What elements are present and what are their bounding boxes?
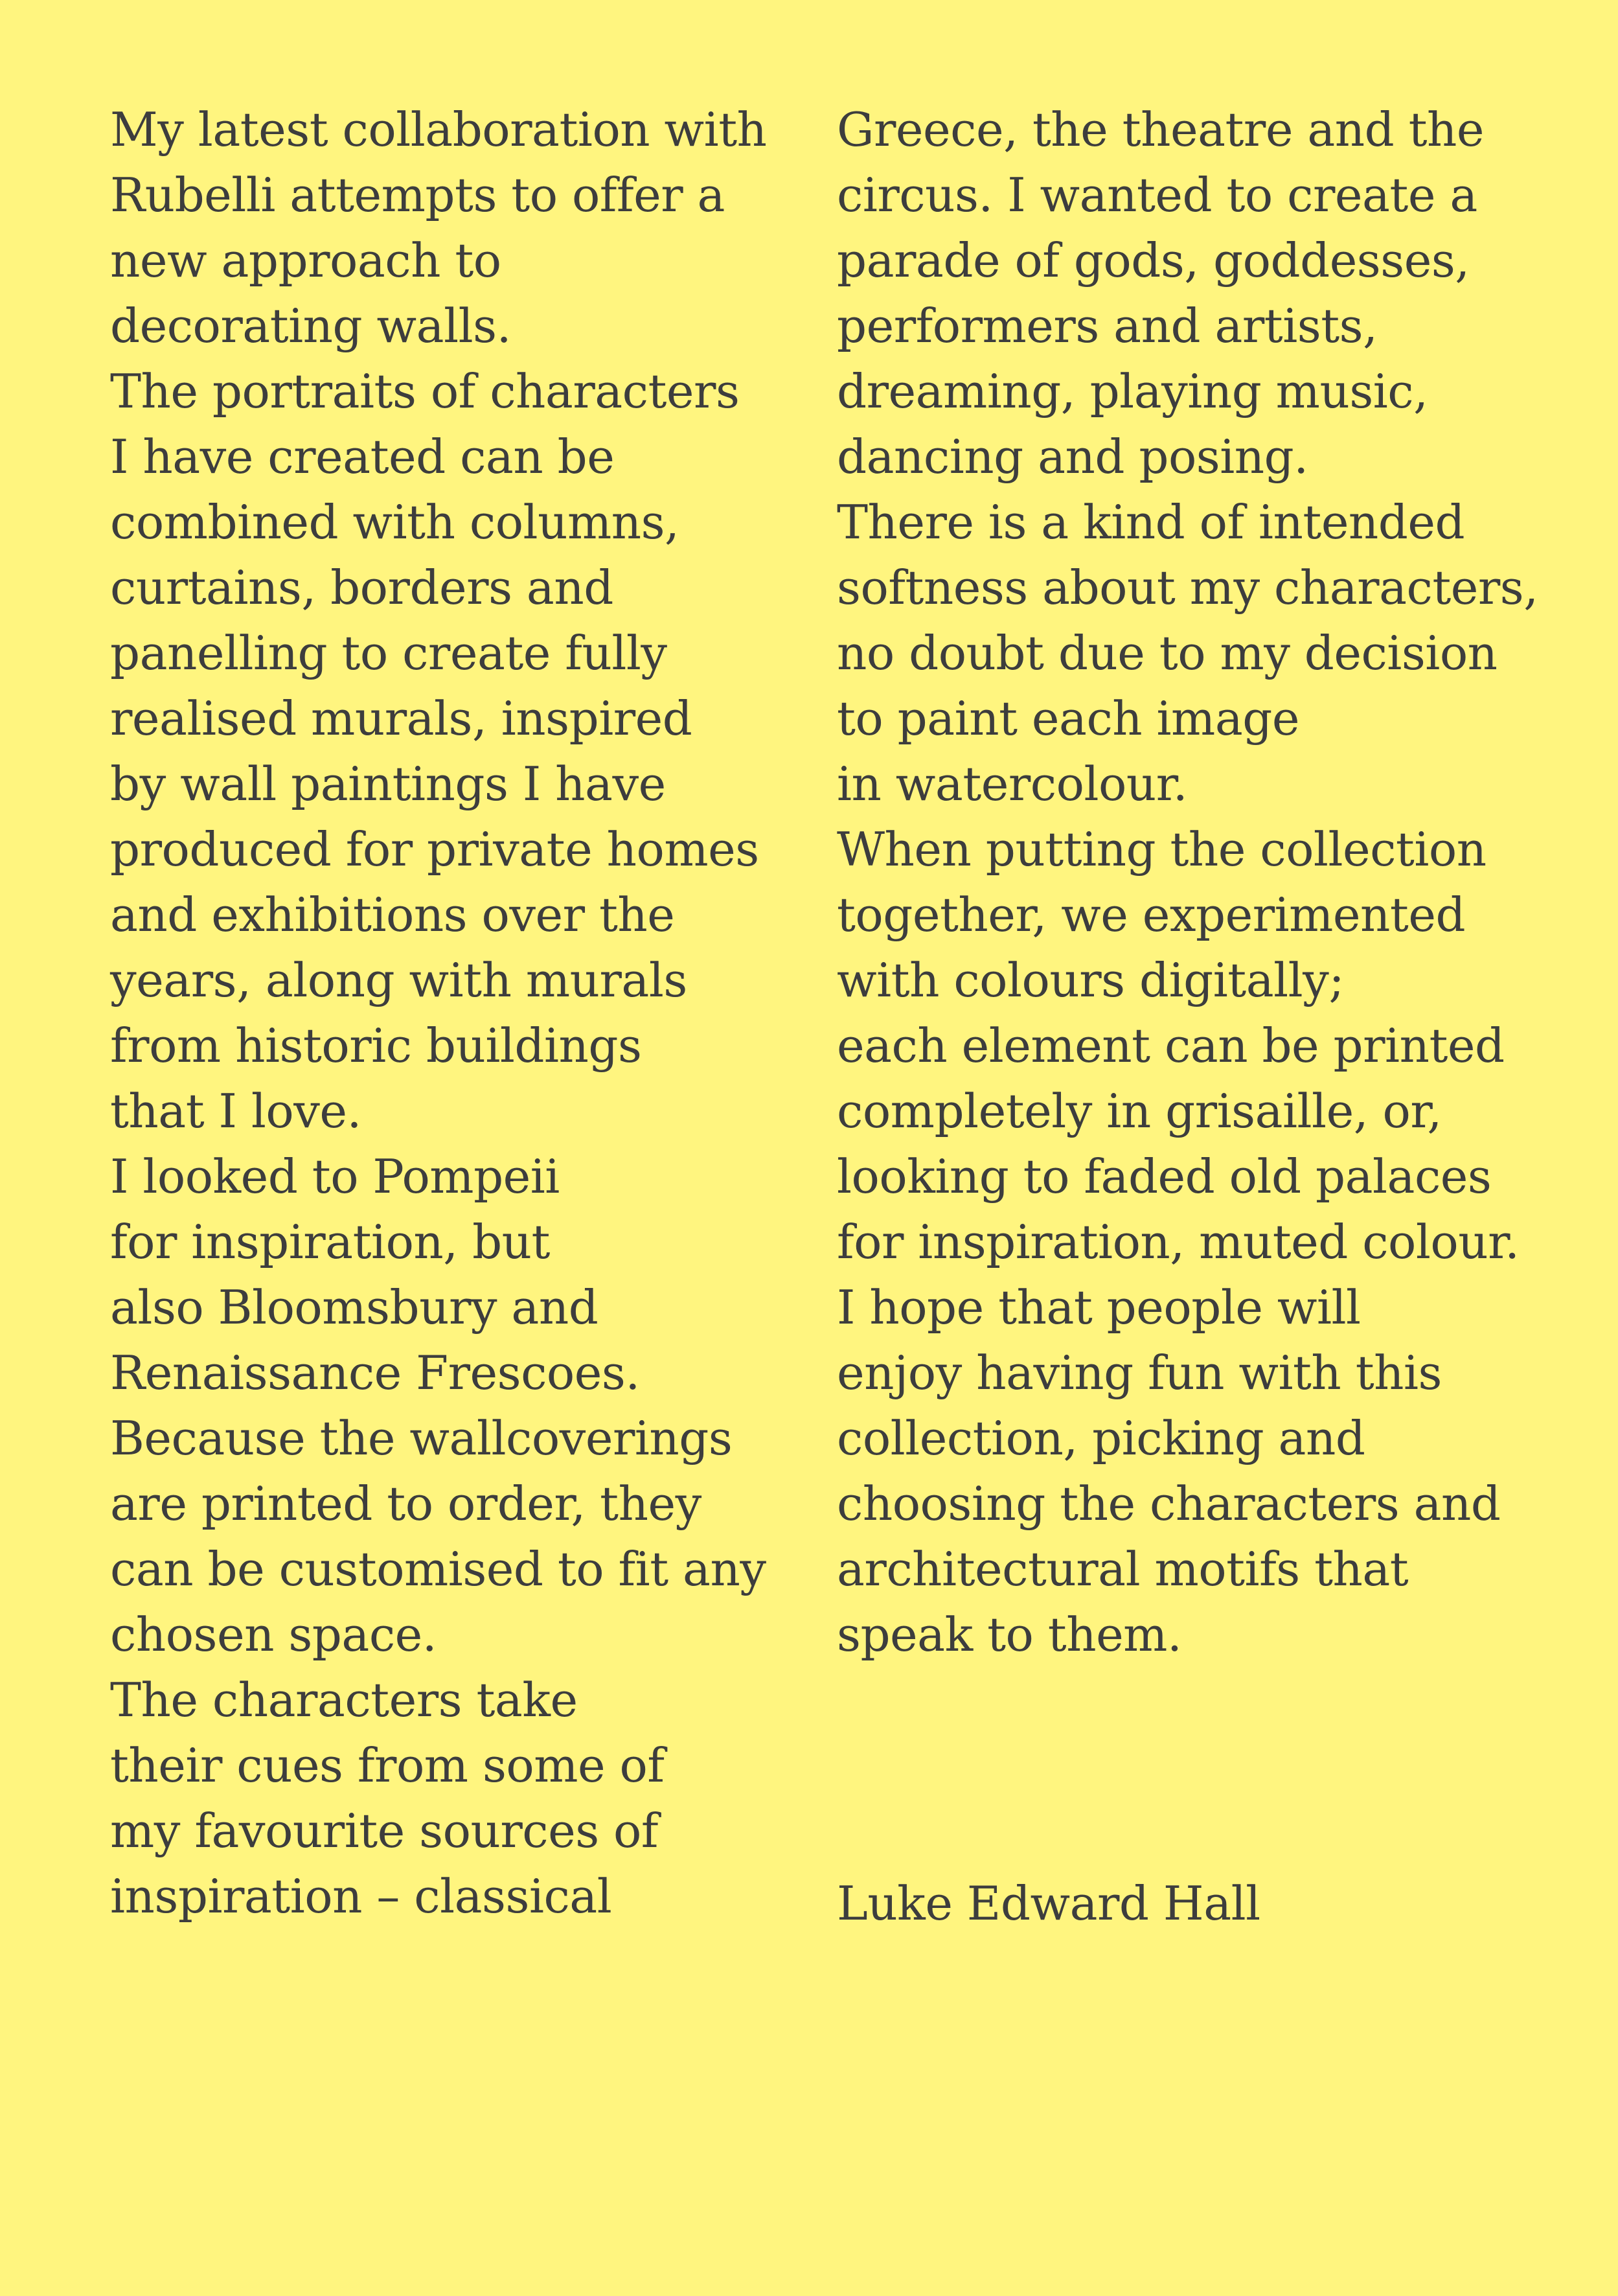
- text-line: my favourite sources of: [110, 1804, 659, 1858]
- text-line: to paint each image: [837, 691, 1299, 746]
- text-line: dreaming, playing music,: [837, 364, 1428, 419]
- text-line: years, along with murals: [110, 953, 687, 1007]
- text-line: architectural motifs that: [837, 1542, 1409, 1596]
- text-line: I hope that people will: [837, 1280, 1361, 1335]
- text-line: I looked to Pompeii: [110, 1149, 560, 1204]
- text-line: Because the wallcoverings: [110, 1411, 733, 1465]
- text-line: produced for private homes: [110, 822, 759, 877]
- text-line: performers and artists,: [837, 299, 1378, 353]
- text-line: also Bloomsbury and: [110, 1280, 598, 1335]
- text-line: for inspiration, but: [110, 1215, 550, 1269]
- text-line: curtains, borders and: [110, 560, 613, 615]
- left-text-column: [110, 97, 823, 1929]
- text-line: with colours digitally;: [837, 953, 1345, 1007]
- text-line: their cues from some of: [110, 1738, 665, 1793]
- text-line: I have created can be: [110, 430, 615, 484]
- text-line: decorating walls.: [110, 299, 511, 353]
- text-line: When putting the collection: [837, 822, 1487, 877]
- text-line: realised murals, inspired: [110, 691, 692, 746]
- text-line: from historic buildings: [110, 1018, 642, 1073]
- text-line: dancing and posing.: [837, 430, 1308, 484]
- text-line: My latest collaboration with: [110, 102, 767, 157]
- text-line: for inspiration, muted colour.: [837, 1215, 1520, 1269]
- text-line: chosen space.: [110, 1607, 437, 1662]
- text-line: enjoy having fun with this: [837, 1346, 1442, 1400]
- text-line: softness about my characters,: [837, 560, 1538, 615]
- text-line: choosing the characters and: [837, 1476, 1501, 1531]
- text-line: speak to them.: [837, 1607, 1182, 1662]
- author-signature: Luke Edward Hall: [837, 1876, 1260, 1931]
- text-line: panelling to create fully: [110, 626, 667, 680]
- text-line: in watercolour.: [837, 757, 1188, 811]
- text-line: parade of gods, goddesses,: [837, 233, 1470, 288]
- text-line: are printed to order, they: [110, 1476, 701, 1531]
- text-line: Greece, the theatre and the: [837, 102, 1485, 157]
- text-line: inspiration – classical: [110, 1869, 612, 1923]
- text-line: The portraits of characters: [110, 364, 740, 419]
- text-line: each element can be printed: [837, 1018, 1505, 1073]
- text-line: can be customised to fit any: [110, 1542, 766, 1596]
- text-line: together, we experimented: [837, 888, 1466, 942]
- text-line: and exhibitions over the: [110, 888, 675, 942]
- text-line: collection, picking and: [837, 1411, 1365, 1465]
- text-line: no doubt due to my decision: [837, 626, 1498, 680]
- right-text-column: [837, 97, 1549, 1668]
- text-line: combined with columns,: [110, 495, 679, 549]
- text-line: looking to faded old palaces: [837, 1149, 1492, 1204]
- text-line: Rubelli attempts to offer a: [110, 168, 725, 222]
- text-line: completely in grisaille, or,: [837, 1084, 1442, 1138]
- text-line: by wall paintings I have: [110, 757, 666, 811]
- text-line: There is a kind of intended: [837, 495, 1465, 549]
- text-line: new approach to: [110, 233, 501, 288]
- text-line: Renaissance Frescoes.: [110, 1346, 640, 1400]
- text-line: The characters take: [110, 1673, 578, 1727]
- text-line: that I love.: [110, 1084, 361, 1138]
- text-line: circus. I wanted to create a: [837, 168, 1477, 222]
